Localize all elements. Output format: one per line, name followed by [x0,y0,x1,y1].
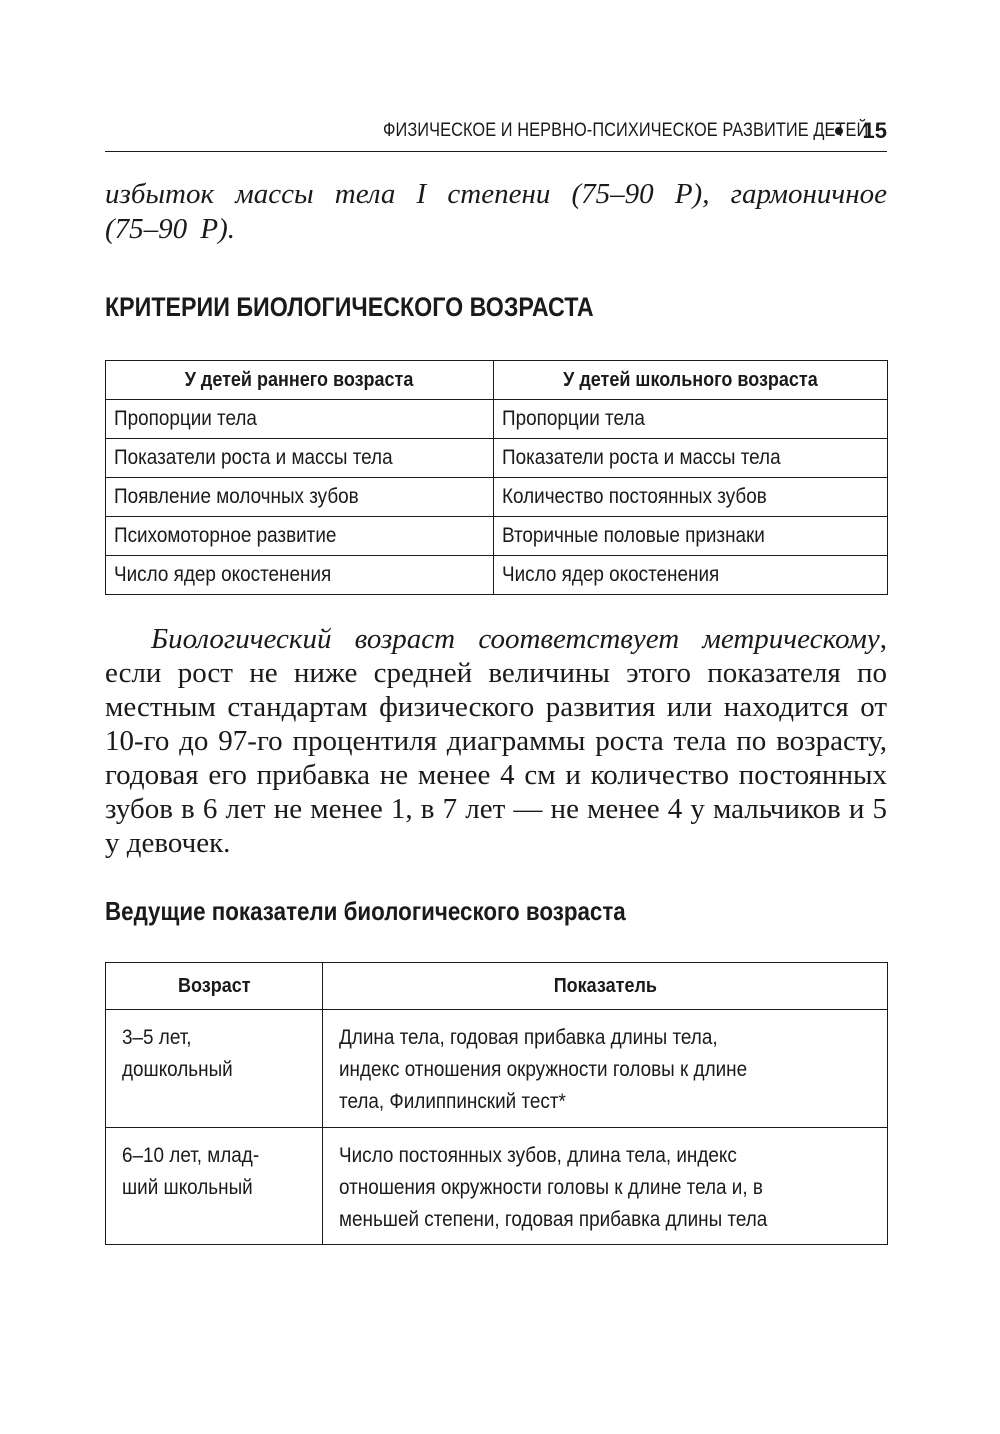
table-cell: Психомоторное развитие [106,517,494,556]
table-row [106,439,888,478]
table-cell: Пропорции тела [494,400,888,439]
continued-text: избыток массы тела I степени (75–90 Р), гармоничное (75–90 Р). [105,178,887,245]
table-cell: Показатели роста и массы тела [494,439,888,478]
subsection-title: Ведущие показатели биологического возраста [105,896,626,926]
table-cell: Число ядер окостенения [106,556,494,595]
column-header-early-age: У детей раннего возраста [106,361,494,400]
page-number: 15 [862,117,887,143]
column-header-age: Возраст [106,963,323,1010]
indicators-table [105,962,888,1245]
running-title: ФИЗИЧЕСКОЕ И НЕРВНО-ПСИХИЧЕСКОЕ РАЗВИТИЕ ДЕТЕЙ [383,119,869,141]
criteria-table [105,360,888,595]
table-cell: Пропорции тела [106,400,494,439]
table-row [106,517,888,556]
table-row [106,478,888,517]
table-header-row [106,963,888,1010]
table-row [106,556,888,595]
table-cell: Появление молочных зубов [106,478,494,517]
table-cell: 6–10 лет, млад- ший школьный [106,1128,323,1245]
table-row [106,1010,888,1128]
paragraph-italic-lead: Биологический возраст соответствует метрическому [151,623,880,655]
table-row [106,400,888,439]
paragraph-text: , если рост не ниже средней величины этого показателя по местным стандартам физического развития или находится от 10-го до 97-го процентиля диаграммы роста тела по возрасту, годовая его прибавка не менее 4 см и количество постоянных зубов в 6 лет не менее 1, в 7 лет — не менее 4 у мальчиков и 5 у девочек. [105,623,887,859]
column-header-indicator: Показатель [323,963,888,1010]
table-row [106,1128,888,1245]
table-cell: Вторичные половые признаки [494,517,888,556]
table-cell: Число постоянных зубов, длина тела, индекс отношения окружности головы к длине тела и, в меньшей степени, годовая прибавка длины тела [323,1128,888,1245]
table-cell: Число ядер окостенения [494,556,888,595]
table-header-row [106,361,888,400]
section-title: КРИТЕРИИ БИОЛОГИЧЕСКОГО ВОЗРАСТА [105,292,594,322]
table-cell: Длина тела, годовая прибавка длины тела, индекс отношения окружности головы к длине тела, Филиппинский тест* [323,1010,888,1128]
body-paragraph [105,622,887,860]
table-cell: Количество постоянных зубов [494,478,888,517]
running-header [105,112,887,152]
table-cell: 3–5 лет, дошкольный [106,1010,323,1128]
column-header-school-age: У детей школьного возраста [494,361,888,400]
table-cell: Показатели роста и массы тела [106,439,494,478]
